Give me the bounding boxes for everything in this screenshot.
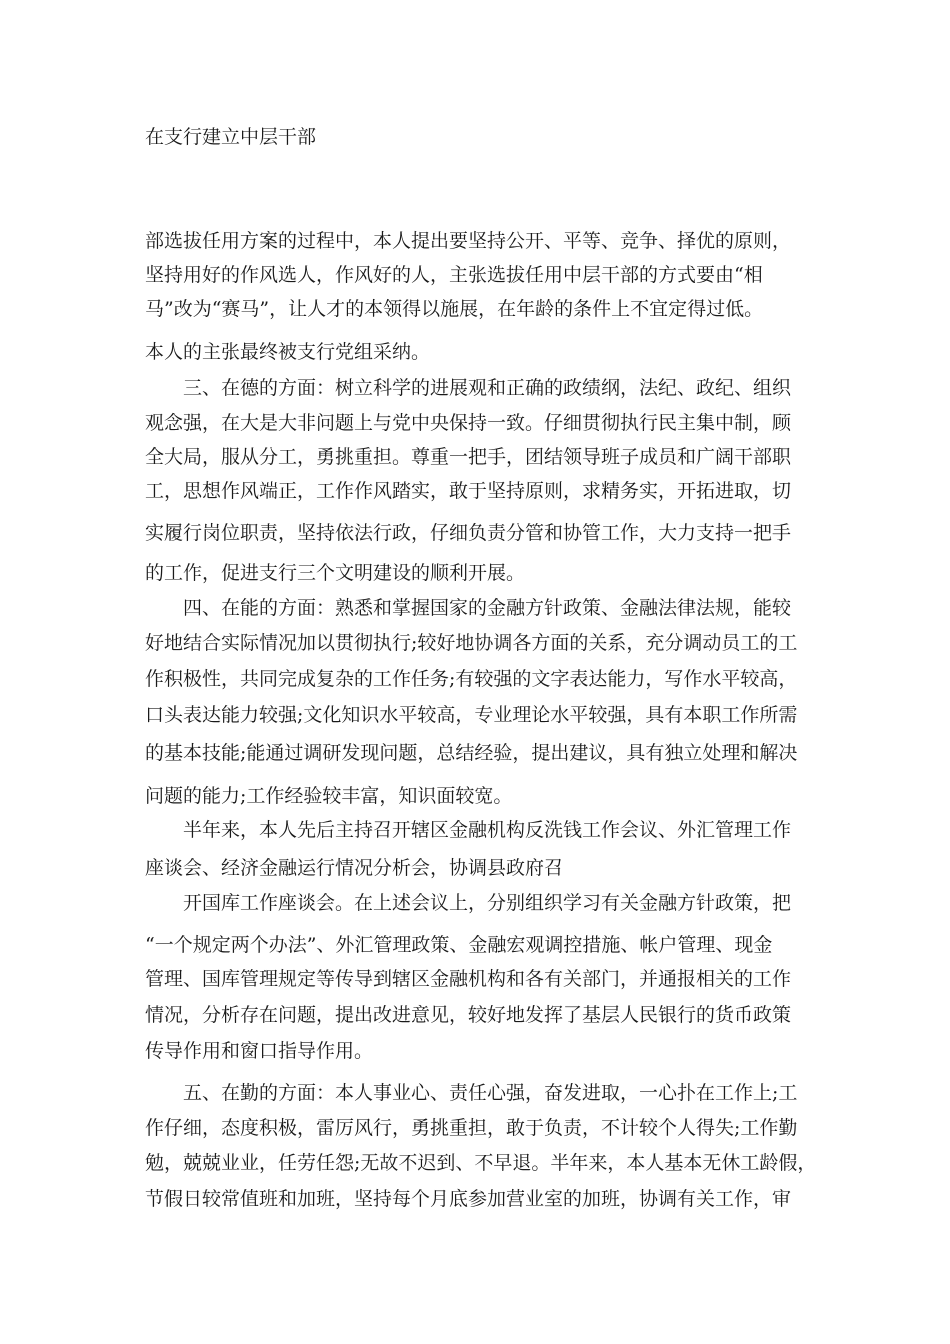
text-line: 开国库工作座谈会。在上述会议上，分别组织学习有关金融方针政策，把 — [183, 892, 792, 914]
text-line: 四、在能的方面：熟悉和掌握国家的金融方针政策、金融法律法规，能较 — [183, 597, 792, 619]
text-line: 三、在德的方面：树立科学的进展观和正确的政绩纲，法纪、政纪、组织 — [183, 377, 792, 399]
text-line: 五、在勤的方面：本人事业心、责任心强，奋发进取，一心扑在工作上;工 — [183, 1082, 798, 1104]
text-line: 实履行岗位职责，坚持依法行政，仔细负责分管和协管工作，大力支持一把手 — [145, 522, 792, 544]
text-line: 本人的主张最终被支行党组采纳。 — [145, 341, 431, 363]
document-heading: 在支行建立中层干部 — [145, 126, 317, 148]
text-line: 坚持用好的作风选人，作风好的人，主张选拔任用中层干部的方式要由“相 — [145, 264, 763, 286]
text-line: 马”改为“赛马”，让人才的本领得以施展，在年龄的条件上不宜定得过低。 — [145, 298, 764, 320]
text-line: 作仔细，态度积极，雷厉风行，勇挑重担，敢于负责，不计较个人得失;工作勤 — [145, 1117, 798, 1139]
text-line: 情况，分析存在问题，提出改进意见，较好地发挥了基层人民银行的货币政策 — [145, 1004, 792, 1026]
text-line: 口头表达能力较强;文化知识水平较高，专业理论水平较强，具有本职工作所需 — [145, 704, 798, 726]
text-line: 的工作，促进支行三个文明建设的顺利开展。 — [145, 562, 526, 584]
text-line: 半年来，本人先后主持召开辖区金融机构反洗钱工作会议、外汇管理工作 — [183, 819, 792, 841]
text-line: 好地结合实际情况加以贯彻执行;较好地协调各方面的关系，充分调动员工的工 — [145, 632, 798, 654]
text-line: 勉，兢兢业业，任劳任怨;无故不迟到、不早退。半年来，本人基本无休工龄假， — [145, 1152, 817, 1174]
text-line: 工，思想作风端正，工作作风踏实，敢于坚持原则，求精务实，开拓进取，切 — [145, 480, 792, 502]
text-line: 座谈会、经济金融运行情况分析会，协调县政府召 — [145, 857, 564, 879]
text-line: “一个规定两个办法”、外汇管理政策、金融宏观调控措施、帐户管理、现金 — [145, 934, 773, 956]
text-line: 传导作用和窗口指导作用。 — [145, 1040, 374, 1062]
text-line: 节假日较常值班和加班，坚持每个月底参加营业室的加班，协调有关工作，审 — [145, 1188, 792, 1210]
text-line: 管理、国库管理规定等传导到辖区金融机构和各有关部门，并通报相关的工作 — [145, 968, 792, 990]
text-line: 作积极性，共同完成复杂的工作任务;有较强的文字表达能力，写作水平较高， — [145, 668, 798, 690]
text-line: 全大局，服从分工，勇挑重担。尊重一把手，团结领导班子成员和广阔干部职 — [145, 446, 792, 468]
text-line: 部选拔任用方案的过程中，本人提出要坚持公开、平等、竞争、择优的原则， — [145, 230, 792, 252]
text-line: 观念强，在大是大非问题上与党中央保持一致。仔细贯彻执行民主集中制，顾 — [145, 412, 792, 434]
text-line: 问题的能力;工作经验较丰富，知识面较宽。 — [145, 785, 513, 807]
text-line: 的基本技能;能通过调研发现问题，总结经验，提出建议，具有独立处理和解决 — [145, 742, 798, 764]
